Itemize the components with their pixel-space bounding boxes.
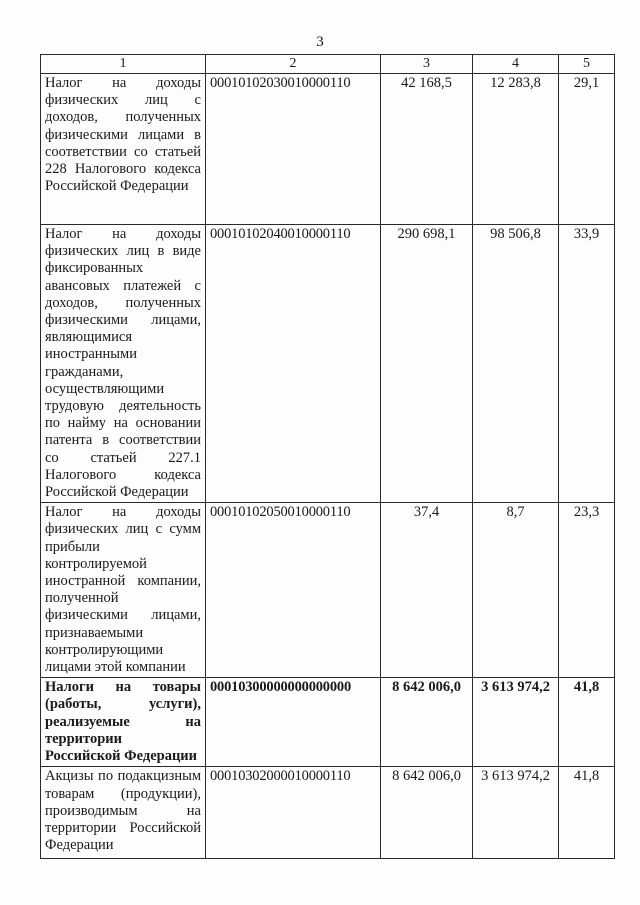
revenue-name-cell: Налог на доходы физических лиц с доходов, полученных физическими лицами в соответствии со статьей 228 Налогового кодекса Российской Федерации [41,74,206,225]
page-number: 3 [316,34,324,50]
budget-code-cell: 00010300000000000000 [206,678,381,767]
column-header: 4 [473,55,559,74]
column-header: 2 [206,55,381,74]
plan-value-cell: 42 168,5 [381,74,473,225]
budget-code-cell: 00010102030010000110 [206,74,381,225]
table-row [41,74,615,225]
budget-code-cell: 00010102050010000110 [206,503,381,678]
fact-value-cell: 3 613 974,2 [473,767,559,859]
plan-value-cell: 8 642 006,0 [381,767,473,859]
column-header: 5 [559,55,615,74]
revenue-name-cell: Налог на доходы физических лиц с сумм прибыли контролируемой иностранной компании, полученной физическими лицами, признаваемыми контролирующими лицами этой компании [41,503,206,678]
fact-value-cell: 3 613 974,2 [473,678,559,767]
fact-value-cell: 8,7 [473,503,559,678]
percent-cell: 29,1 [559,74,615,225]
column-header: 3 [381,55,473,74]
fact-value-cell: 98 506,8 [473,225,559,503]
plan-value-cell: 8 642 006,0 [381,678,473,767]
table-row [41,767,615,859]
plan-value-cell: 37,4 [381,503,473,678]
header-row [41,55,615,74]
percent-cell: 23,3 [559,503,615,678]
revenue-name-cell: Налог на доходы физических лиц в виде фиксированных авансовых платежей с доходов, полученных физическими лицами, являющимися иностранными гражданами, осуществляющими трудовую деятельность по найму на основании патента в соответствии со статьей 227.1 Налогового кодекса Российской Федерации [41,225,206,503]
percent-cell: 33,9 [559,225,615,503]
budget-code-cell: 00010302000010000110 [206,767,381,859]
budget-table [40,54,615,859]
revenue-name-cell: Акцизы по подакцизным товарам (продукции), производимым на территории Российской Федерации [41,767,206,859]
table-row [41,503,615,678]
column-header: 1 [41,55,206,74]
percent-cell: 41,8 [559,678,615,767]
revenue-name-cell: Налоги на товары (работы, услуги), реализуемые на территории Российской Федерации [41,678,206,767]
table-row [41,678,615,767]
budget-code-cell: 00010102040010000110 [206,225,381,503]
fact-value-cell: 12 283,8 [473,74,559,225]
plan-value-cell: 290 698,1 [381,225,473,503]
percent-cell: 41,8 [559,767,615,859]
table-row [41,225,615,503]
